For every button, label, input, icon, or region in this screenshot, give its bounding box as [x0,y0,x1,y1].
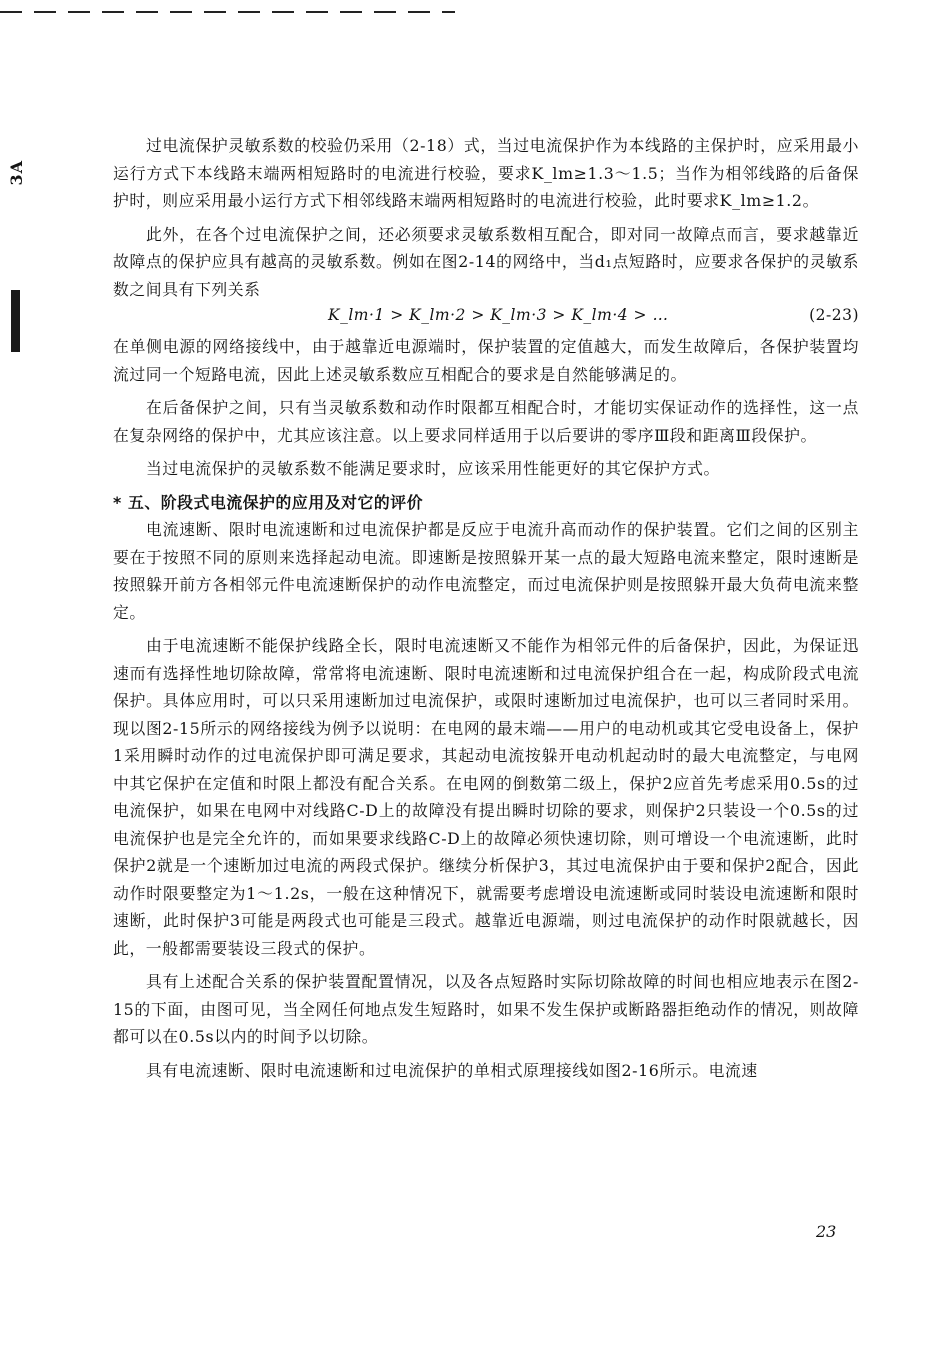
paragraph-8: 具有上述配合关系的保护装置配置情况，以及各点短路时实际切除故障的时间也相应地表示在图2-15的下面，由图可见，当全网任何地点发生短路时，如果不发生保护或断路器拒绝动作的情况，则故障都可以在0.5s以内的时间予以切除。 [113,972,859,1046]
paragraph-2: 此外，在各个过电流保护之间，还必须要求灵敏系数相互配合，即对同一故障点而言，要求越靠近故障点的保护应具有越高的灵敏系数。例如在图2-14的网络中，当d₁点短路时，应要求各保护的灵敏系数之间具有下列关系 [113,224,859,299]
paragraph-4: 在后备保护之间，只有当灵敏系数和动作时限都互相配合时，才能切实保证动作的选择性，这一点在复杂网络的保护中，尤其应该注意。以上要求同样适用于以后要讲的零序Ⅲ段和距离Ⅲ段保护。 [113,398,859,445]
formula-number: (2-23) [809,306,859,324]
paragraph-9: 具有电流速断、限时电流速断和过电流保护的单相式原理接线如图2-16所示。电流速 [146,1060,758,1080]
paragraph-5: 当过电流保护的灵敏系数不能满足要求时，应该采用性能更好的其它保护方式。 [146,459,720,478]
paragraph-1: 过电流保护灵敏系数的校验仍采用（2-18）式，当过电流保护作为本线路的主保护时，应采用最小运行方式下本线路末端两相短路时的电流进行校验，要求K_lm≥1.3～1.5；当作为相邻线路的后备保护时，则应采用最小运行方式下相邻线路末端两相短路时的电流进行校验，此时要求K_lm≥1.2。 [113,136,859,210]
page-number: 23 [816,1222,837,1241]
paragraph-6: 电流速断、限时电流速断和过电流保护都是反应于电流升高而动作的保护装置。它们之间的区别主要在于按照不同的原则来选择起动电流。即速断是按照躲开某一点的最大短路电流来整定，限时速断是按照躲开前方各相邻元件电流速断保护的动作电流整定，而过电流保护则是按照躲开最大负荷电流来整定。 [113,520,859,622]
section-heading: * 五、阶段式电流保护的应用及对它的评价 [113,492,424,512]
page-content [113,132,859,1084]
formula: K_lm·1 > K_lm·2 > K_lm·3 > K_lm·4 > … [328,306,669,324]
header-dash-rule [0,8,460,16]
paragraph-3: 在单侧电源的网络接线中，由于越靠近电源端时，保护装置的定值越大，而发生故障后，各保护装置均流过同一个短路电流，因此上述灵敏系数应互相配合的要求是自然能够满足的。 [113,337,859,384]
margin-mark: 3A [7,160,26,186]
formula-row [113,303,859,333]
paragraph-7: 由于电流速断不能保护线路全长，限时电流速断又不能作为相邻元件的后备保护，因此，为保证迅速而有选择性地切除故障，常常将电流速断、限时电流速断和过电流保护组合在一起，构成阶段式电流保护。具体应用时，可以只采用速断加过电流保护，或限时速断加过电流保护，也可以三者同时采用。现以图2-15所示的网络接线为例予以说明：在电网的最末端——用户的电动机或其它受电设备上，保护1采用瞬时动作的过电流保护即可满足要求，其起动电流按躲开电动机起动时的最大电流整定，与电网中其它保护在定值和时限上都没有配合关系。在电网的倒数第二级上，保护2应首先考虑采用0.5s的过电流保护，如果在电网中对线路C-D上的故障没有提出瞬时切除的要求，则保护2只装设一个0.5s的过电流保护也是完全允许的，而如果要求线路C-D上的故障必须快速切除，则可增设一个电流速断，此时保护2就是一个速断加过电流的两段式保护。继续分析保护3，其过电流保护由于要和保护2配合，因此动作时限要整定为1～1.2s，一般在这种情况下，就需要考虑增设电流速断或同时装设电流速断和限时速断，此时保护3可能是两段式也可能是三段式。越靠近电源端，则过电流保护的动作时限就越长，因此，一般都需要装设三段式的保护。 [113,636,859,958]
margin-bar [11,290,20,352]
